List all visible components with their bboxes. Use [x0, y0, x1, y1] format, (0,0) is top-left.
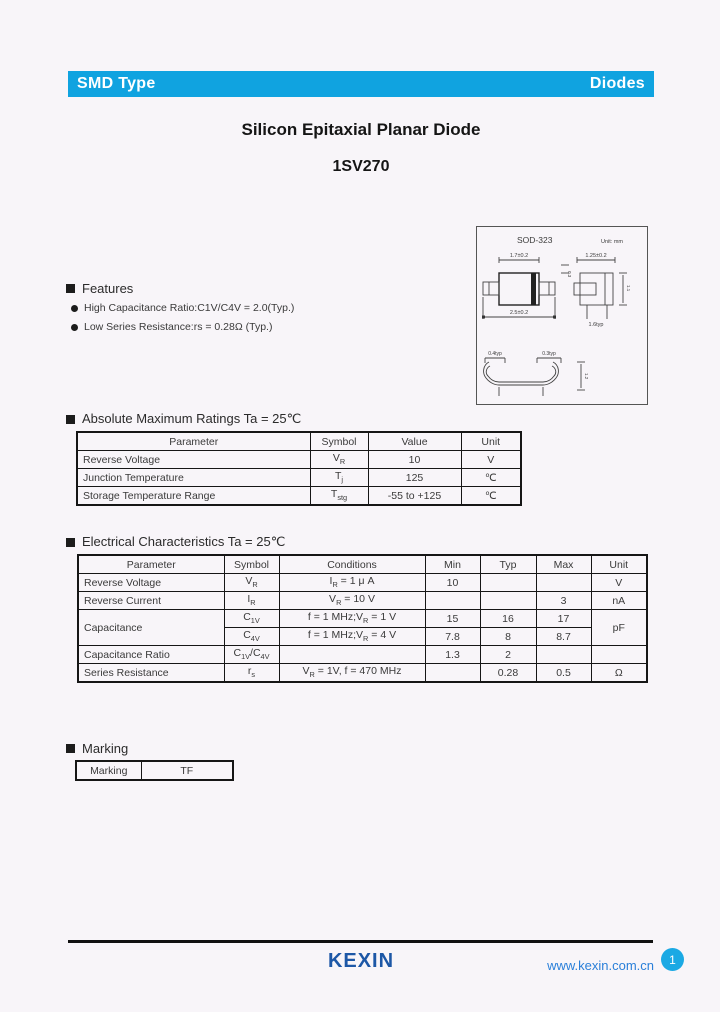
col-header: Parameter	[77, 432, 310, 451]
cell-symbol: $T_{stg}$	[310, 487, 368, 506]
table-row	[78, 574, 647, 592]
page-number-badge	[661, 948, 684, 971]
cell-value: 10	[368, 451, 461, 469]
cell-max: 17	[536, 610, 591, 628]
dim-height: 1.6typ	[588, 322, 604, 328]
cell-parameter: Reverse Current	[78, 592, 224, 610]
cell-parameter: Storage Temperature Range	[77, 487, 310, 506]
cell-unit: Ω	[591, 664, 647, 683]
kexin-logo-text: KEXIN	[327, 950, 395, 972]
cell-symbol: $C_{1V}$	[224, 610, 279, 628]
cell-max	[536, 574, 591, 592]
marking-heading	[66, 741, 128, 756]
col-header: Max	[536, 555, 591, 574]
cell-min	[425, 664, 480, 683]
feature-text: Low Series Resistance:rs = 0.28Ω (Typ.)	[84, 321, 273, 333]
cell-typ: 16	[480, 610, 536, 628]
elec-heading-label: Electrical Characteristics Ta = 25℃	[82, 534, 286, 549]
cell-symbol: $V_R$	[310, 451, 368, 469]
col-header: Conditions	[279, 555, 425, 574]
table-row	[78, 610, 647, 628]
cell-conditions: $V_R = 1V$, f = 470 MHz	[279, 664, 425, 683]
abs-max-heading	[66, 411, 301, 427]
feature-text: High Capacitance Ratio:C1V/C4V = 2.0(Typ.)	[84, 302, 295, 314]
elec-heading	[66, 534, 285, 550]
dim-profile-height: 1.2	[584, 373, 589, 380]
table-row	[78, 592, 647, 610]
package-unit-label: Unit: mm	[601, 239, 623, 245]
cell-symbol: $I_R$	[224, 592, 279, 610]
marking-table	[75, 760, 234, 781]
cell-conditions: f = 1 $MHz;V_R = 4$ V	[279, 628, 425, 646]
page-number: 1	[669, 952, 676, 967]
cell-min: 15	[425, 610, 480, 628]
package-drawing-box	[476, 226, 648, 405]
page-title: Silicon Epitaxial Planar Diode	[241, 120, 481, 139]
cell-symbol: $C_{1V}/C_{4V}$	[224, 646, 279, 664]
cell-conditions: $I_R = 1$ μ A	[279, 574, 425, 592]
cathode-band	[531, 273, 536, 305]
cell-value: -55 to +125	[368, 487, 461, 506]
cell-min	[425, 592, 480, 610]
elec-table	[77, 554, 648, 683]
cell-parameter: Reverse Voltage	[77, 451, 310, 469]
website-link[interactable]: www.kexin.com.cn	[547, 958, 654, 973]
header-bar	[68, 71, 654, 97]
header-right-label: Diodes	[589, 75, 645, 92]
cell-max: 8.7	[536, 628, 591, 646]
features-heading	[66, 281, 133, 296]
cell-conditions	[279, 646, 425, 664]
cell-conditions: $V_R = 10$ V	[279, 592, 425, 610]
dim-pad-a: 0.4typ	[488, 351, 502, 357]
cell-parameter: Junction Temperature	[77, 469, 310, 487]
cell-parameter: Reverse Voltage	[78, 574, 224, 592]
feature-item	[71, 302, 294, 314]
cell-conditions: f = 1 $MHz;V_R = 1$ V	[279, 610, 425, 628]
col-header: Symbol	[224, 555, 279, 574]
col-header: Symbol	[310, 432, 368, 451]
col-header: Typ	[480, 555, 536, 574]
section-marker-icon	[66, 744, 75, 753]
features-heading-label: Features	[82, 281, 134, 296]
abs-max-heading-label: Absolute Maximum Ratings Ta = 25℃	[82, 411, 302, 426]
dim-side: 0.3	[567, 271, 572, 278]
abs-max-table	[76, 431, 522, 506]
cell-symbol: $V_R$	[224, 574, 279, 592]
footer-divider	[68, 940, 653, 943]
cell-unit	[591, 646, 647, 664]
feature-item	[71, 321, 272, 333]
col-header: Unit	[461, 432, 521, 451]
col-header: Min	[425, 555, 480, 574]
table-row	[76, 761, 233, 780]
cell-max: 3	[536, 592, 591, 610]
bullet-icon	[71, 324, 78, 331]
cell-symbol: $T_j$	[310, 469, 368, 487]
cell-parameter: Capacitance Ratio	[78, 646, 224, 664]
section-marker-icon	[66, 415, 75, 424]
cell-typ	[480, 574, 536, 592]
cell-parameter: Series Resistance	[78, 664, 224, 683]
section-marker-icon	[66, 538, 75, 547]
dim-pad-b: 0.3typ	[542, 351, 556, 357]
cell-typ: 2	[480, 646, 536, 664]
cell-max: 0.5	[536, 664, 591, 683]
cell-symbol: $r_s$	[224, 664, 279, 683]
dim-overall-length: 2.5±0.2	[509, 310, 529, 316]
dim-body-length: 1.7±0.2	[509, 253, 529, 259]
cell-min: 7.8	[425, 628, 480, 646]
col-header: Unit	[591, 555, 647, 574]
cell-unit: ℃	[461, 469, 521, 487]
table-row	[77, 451, 521, 469]
cell-unit: pF	[591, 610, 647, 646]
table-row	[78, 664, 647, 683]
dim-end-height: 1.1	[626, 285, 631, 292]
package-name-label: SOD-323	[517, 235, 553, 245]
cell-value: 125	[368, 469, 461, 487]
table-row	[77, 469, 521, 487]
bullet-icon	[71, 305, 78, 312]
table-header-row	[77, 432, 521, 451]
cell-unit: V	[591, 574, 647, 592]
table-row	[78, 646, 647, 664]
cell-min: 1.3	[425, 646, 480, 664]
col-header: Value	[368, 432, 461, 451]
cell-min: 10	[425, 574, 480, 592]
cell-typ: 8	[480, 628, 536, 646]
marking-label-cell: Marking	[76, 761, 141, 780]
cell-parameter: Capacitance	[78, 610, 224, 646]
header-left-label: SMD Type	[77, 75, 156, 92]
cell-max	[536, 646, 591, 664]
table-row	[77, 487, 521, 506]
cell-typ: 0.28	[480, 664, 536, 683]
cell-unit: nA	[591, 592, 647, 610]
dim-body-width: 1.25±0.2	[585, 253, 607, 259]
marking-value-cell: TF	[141, 761, 233, 780]
package-outline-drawing	[477, 227, 647, 404]
marking-heading-label: Marking	[82, 741, 129, 756]
cell-typ	[480, 592, 536, 610]
part-number: 1SV270	[332, 158, 390, 175]
table-header-row	[78, 555, 647, 574]
section-marker-icon	[66, 284, 75, 293]
col-header: Parameter	[78, 555, 224, 574]
cell-unit: V	[461, 451, 521, 469]
cell-unit: ℃	[461, 487, 521, 506]
cell-symbol: $C_{4V}$	[224, 628, 279, 646]
